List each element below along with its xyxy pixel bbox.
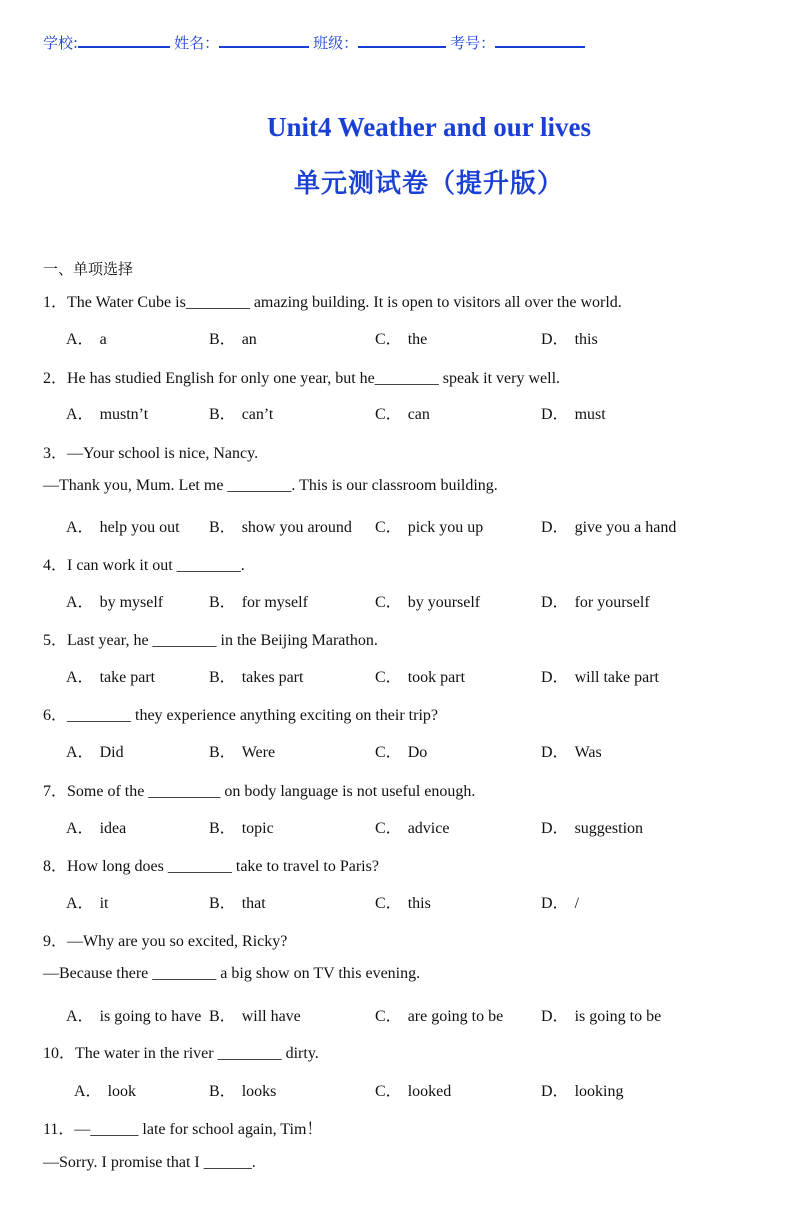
option-text: Was (574, 744, 602, 761)
options-row (0, 815, 788, 837)
option-label: A． (66, 406, 94, 423)
options-row (0, 514, 788, 536)
option-b[interactable] (209, 890, 266, 913)
option-b[interactable] (209, 664, 303, 687)
option-label: C． (375, 820, 402, 837)
option-b[interactable] (209, 514, 352, 537)
question-text: 6．________ they experience anything exciting on their trip? (43, 707, 439, 724)
option-label: A． (66, 820, 94, 837)
question-text: 3．—Your school is nice, Nancy. (43, 445, 259, 462)
options-row (0, 589, 788, 611)
option-b[interactable] (209, 589, 308, 612)
option-label: C． (375, 519, 402, 536)
class-label: 班级： (313, 34, 359, 52)
option-text: looked (407, 1083, 452, 1100)
option-label: B． (209, 1083, 236, 1100)
option-text: took part (407, 669, 466, 686)
option-b[interactable] (209, 326, 257, 349)
option-text: for myself (241, 594, 308, 611)
option-label: D． (541, 669, 569, 686)
options-row (0, 664, 788, 686)
option-text: this (574, 331, 598, 348)
option-c[interactable] (375, 589, 480, 612)
question-text: 1．The Water Cube is________ amazing building. It is open to visitors all over the world. (43, 294, 622, 311)
option-text: looking (574, 1083, 624, 1100)
option-label: D． (541, 406, 569, 423)
option-a[interactable] (66, 326, 107, 349)
option-label: D． (541, 744, 569, 761)
option-label: D． (541, 895, 569, 912)
option-label: C． (375, 594, 402, 611)
page-subtitle: 单元测试卷（提升版） (293, 169, 564, 199)
option-a[interactable] (66, 890, 108, 913)
question-text-continued: —Sorry. I promise that I ______. (43, 1154, 256, 1171)
option-d[interactable] (541, 664, 659, 687)
option-text: help you out (99, 519, 180, 536)
option-text: looks (241, 1083, 277, 1100)
option-text: look (107, 1083, 137, 1100)
option-label: A． (66, 669, 94, 686)
option-c[interactable] (375, 514, 483, 537)
option-d[interactable] (541, 890, 579, 913)
question-text: 4．I can work it out ________. (43, 557, 245, 574)
option-d[interactable] (541, 739, 602, 762)
question-text-continued: —Thank you, Mum. Let me ________. This is our classroom building. (43, 477, 498, 494)
option-text: are going to be (407, 1008, 504, 1025)
option-text: is going to be (574, 1008, 662, 1025)
option-a[interactable] (66, 739, 124, 762)
option-text: will take part (574, 669, 659, 686)
option-text: give you a hand (574, 519, 677, 536)
option-d[interactable] (541, 401, 606, 424)
option-text: advice (407, 820, 450, 837)
option-label: B． (209, 519, 236, 536)
option-label: B． (209, 895, 236, 912)
option-text: can’t (241, 406, 274, 423)
section-title: 一、单项选择 (43, 260, 134, 278)
option-text: / (574, 895, 580, 912)
option-text: an (241, 331, 257, 348)
options-row (0, 1078, 788, 1100)
name-label: 姓名： (174, 34, 220, 52)
option-label: B． (209, 1008, 236, 1025)
option-c[interactable] (375, 664, 465, 687)
school-label: 学校: (43, 34, 79, 52)
option-label: C． (375, 1008, 402, 1025)
option-d[interactable] (541, 514, 676, 537)
option-text: pick you up (407, 519, 484, 536)
option-d[interactable] (541, 326, 598, 349)
option-label: C． (375, 331, 402, 348)
option-label: A． (66, 1008, 94, 1025)
option-label: A． (66, 744, 94, 761)
option-d[interactable] (541, 1003, 661, 1026)
question-text: 5．Last year, he ________ in the Beijing Marathon. (43, 632, 378, 649)
option-label: B． (209, 594, 236, 611)
option-label: C． (375, 406, 402, 423)
class-blank[interactable] (358, 34, 446, 48)
option-label: B． (209, 820, 236, 837)
option-c[interactable] (375, 326, 427, 349)
option-a[interactable] (66, 589, 163, 612)
option-c[interactable] (375, 1003, 503, 1026)
option-text: that (241, 895, 266, 912)
option-a[interactable] (66, 514, 180, 537)
option-text: show you around (241, 519, 352, 536)
option-c[interactable] (375, 815, 449, 838)
option-text: a (99, 331, 107, 348)
option-text: Did (99, 744, 124, 761)
option-text: suggestion (574, 820, 644, 837)
option-b[interactable] (209, 1078, 276, 1101)
option-b[interactable] (209, 739, 275, 762)
option-d[interactable] (541, 815, 643, 838)
option-label: D． (541, 1008, 569, 1025)
option-c[interactable] (375, 1078, 451, 1101)
option-text: by myself (99, 594, 164, 611)
option-label: C． (375, 744, 402, 761)
option-text: this (407, 895, 431, 912)
school-blank[interactable] (78, 34, 170, 48)
option-text: by yourself (407, 594, 481, 611)
question-text: 11．—______ late for school again, Tim！ (43, 1121, 323, 1138)
option-b[interactable] (209, 1003, 301, 1026)
option-label: B． (209, 669, 236, 686)
options-row (0, 1003, 788, 1025)
exam-header-fields (43, 32, 589, 53)
option-label: D． (541, 1083, 569, 1100)
option-text: topic (241, 820, 274, 837)
page-title: Unit4 Weather and our lives (266, 112, 592, 142)
option-a[interactable] (66, 664, 155, 687)
option-label: A． (66, 895, 94, 912)
option-label: D． (541, 594, 569, 611)
option-text: is going to have (99, 1008, 202, 1025)
option-text: it (99, 895, 109, 912)
option-text: mustn’t (99, 406, 149, 423)
option-text: Do (407, 744, 428, 761)
option-label: C． (375, 895, 402, 912)
option-text: can (407, 406, 430, 423)
option-label: A． (66, 519, 94, 536)
option-c[interactable] (375, 890, 431, 913)
question-text-continued: —Because there ________ a big show on TV this evening. (43, 965, 421, 982)
option-text: idea (99, 820, 127, 837)
option-text: the (407, 331, 428, 348)
option-label: B． (209, 406, 236, 423)
option-label: B． (209, 331, 236, 348)
question-text: 9．—Why are you so excited, Ricky? (43, 933, 288, 950)
option-label: C． (375, 1083, 402, 1100)
option-b[interactable] (209, 815, 274, 838)
option-label: D． (541, 331, 569, 348)
exam-no-label: 考号： (450, 34, 496, 52)
option-a[interactable] (66, 401, 148, 424)
option-label: B． (209, 744, 236, 761)
option-c[interactable] (375, 739, 427, 762)
option-text: take part (99, 669, 156, 686)
option-label: D． (541, 820, 569, 837)
option-label: A． (66, 594, 94, 611)
question-text: 8．How long does ________ take to travel to Paris? (43, 858, 379, 875)
options-row (0, 739, 788, 761)
option-c[interactable] (375, 401, 430, 424)
option-text: must (574, 406, 606, 423)
option-d[interactable] (541, 589, 650, 612)
option-a[interactable] (66, 815, 126, 838)
option-b[interactable] (209, 401, 273, 424)
question-text: 2．He has studied English for only one year, but he________ speak it very well. (43, 370, 561, 387)
exam-no-blank[interactable] (495, 34, 585, 48)
option-text: will have (241, 1008, 301, 1025)
option-label: A． (66, 331, 94, 348)
option-a[interactable] (66, 1003, 201, 1026)
option-text: for yourself (574, 594, 650, 611)
option-a[interactable] (74, 1078, 136, 1101)
name-blank[interactable] (219, 34, 309, 48)
options-row (0, 890, 788, 912)
option-label: A． (74, 1083, 102, 1100)
question-text: 7．Some of the _________ on body language is not useful enough. (43, 783, 476, 800)
option-text: takes part (241, 669, 304, 686)
option-d[interactable] (541, 1078, 623, 1101)
option-label: C． (375, 669, 402, 686)
option-text: Were (241, 744, 276, 761)
option-label: D． (541, 519, 569, 536)
options-row (0, 326, 788, 348)
options-row (0, 401, 788, 423)
question-text: 10．The water in the river ________ dirty. (43, 1045, 319, 1062)
